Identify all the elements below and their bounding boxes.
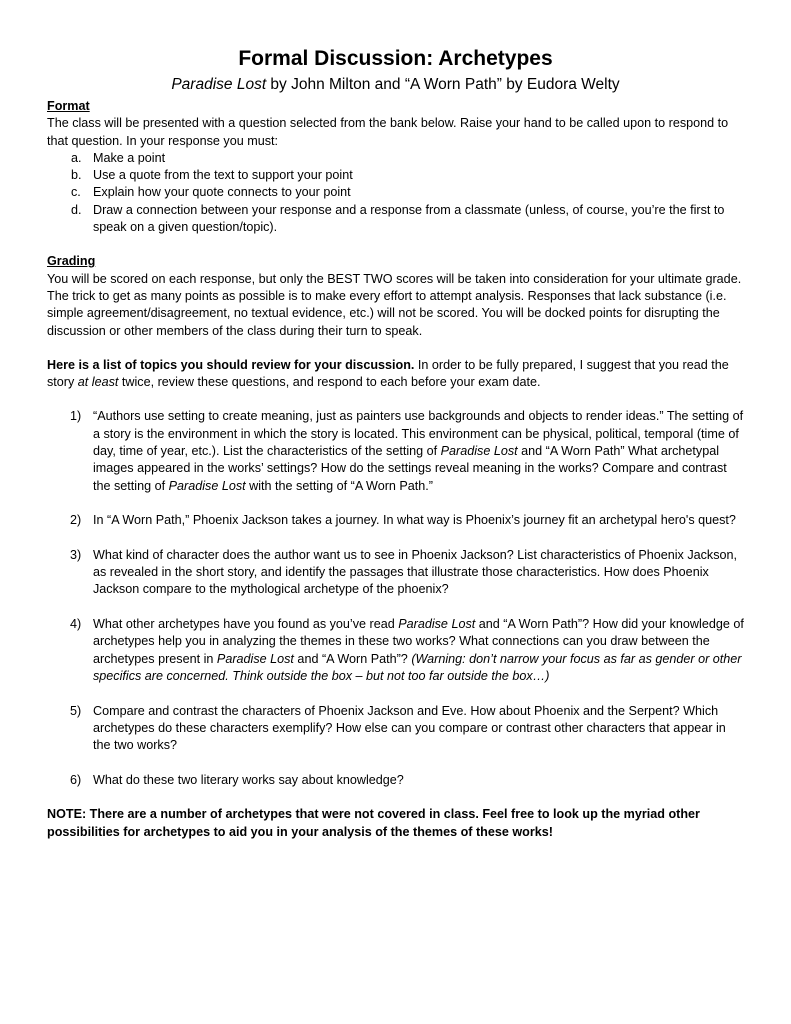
question-text: “Authors use setting to create meaning, just as painters use backgrounds and objects to render ideas.” The setting of a story is the environment in which the story is located. This environment can be physical, political, temporal (time of day, time of year, etc.). List the characteristics of the setting of bbox=[93, 409, 744, 459]
question-item bbox=[70, 616, 744, 685]
question-title-italic: Paradise Lost bbox=[398, 617, 476, 632]
format-item-marker: a. bbox=[71, 150, 82, 165]
format-list bbox=[47, 150, 744, 236]
topics-intro bbox=[47, 357, 744, 392]
question-marker: 4) bbox=[70, 617, 82, 632]
question-text: What do these two literary works say about knowledge? bbox=[93, 772, 404, 787]
question-text: In “A Worn Path,” Phoenix Jackson takes a journey. In what way is Phoenix’s journey fit an archetypal hero's quest? bbox=[93, 513, 736, 528]
closing-note: NOTE: There are a number of archetypes that were not covered in class. Feel free to look up the myriad other possibilities for archetypes to aid you in your analysis of the themes of these works! bbox=[47, 807, 700, 839]
question-item bbox=[70, 547, 744, 599]
grading-text: You will be scored on each response, but only the BEST TWO scores will be taken into consideration for your ultimate grade. The trick to get as many points as possible is to make every effort to attempt analysis. Responses that lack substance (i.e. simple agreement/disagreement, no textual evidence, etc.) will not be scored. You will be docked points for disrupting the discussion or other members of the class during their turn to speak. bbox=[47, 271, 742, 338]
format-item bbox=[71, 167, 744, 184]
subtitle-work1: Paradise Lost bbox=[171, 76, 267, 93]
question-item bbox=[70, 703, 744, 755]
format-item-text: Use a quote from the text to support your point bbox=[93, 168, 353, 183]
question-text: with the setting of “A Worn Path.” bbox=[245, 478, 434, 493]
format-item-marker: b. bbox=[71, 168, 82, 183]
format-item-marker: d. bbox=[71, 202, 82, 217]
question-marker: 2) bbox=[70, 513, 82, 528]
question-title-italic: Paradise Lost bbox=[216, 651, 294, 666]
format-item-text: Make a point bbox=[93, 150, 166, 165]
format-item-marker: c. bbox=[71, 185, 81, 200]
question-item bbox=[70, 512, 744, 529]
grading-heading: Grading bbox=[47, 254, 96, 269]
subtitle-rest: by John Milton and “A Worn Path” by Eudora Welty bbox=[266, 76, 620, 93]
format-intro: The class will be presented with a question selected from the bank below. Raise your hand to be called upon to respond to that question. In your response you must: bbox=[47, 116, 729, 148]
question-text: and “A Worn Path”? bbox=[293, 651, 412, 666]
question-text: What other archetypes have you found as you’ve read bbox=[93, 617, 399, 632]
question-text: What kind of character does the author want us to see in Phoenix Jackson? List characteristics of Phoenix Jackson, as revealed in the short story, and identify the passages that illustrate those characteristics. How does Phoenix Jackson compare to the mythological archetype of the phoenix? bbox=[93, 547, 738, 597]
question-list bbox=[47, 408, 744, 789]
format-section bbox=[47, 98, 744, 236]
question-warning: (Warning: don’t narrow your focus as far as gender or other specifics are concerned. Think outside the box – but not too far outside the box…) bbox=[93, 651, 742, 683]
format-item bbox=[71, 184, 744, 201]
format-item-text: Explain how your quote connects to your point bbox=[93, 185, 351, 200]
topics-intro-part2: twice, review these questions, and respond to each before your exam date. bbox=[118, 375, 541, 390]
format-item-text: Draw a connection between your response and a response from a classmate (unless, of course, you’re the first to speak on a given question/topic). bbox=[93, 202, 725, 235]
grading-section bbox=[47, 253, 744, 339]
question-marker: 3) bbox=[70, 547, 82, 562]
question-text: Compare and contrast the characters of Phoenix Jackson and Eve. How about Phoenix and the Serpent? Which archetypes do these characters exemplify? How else can you compare or contrast other characters that appear in the two works? bbox=[93, 703, 726, 753]
question-text: and “A Worn Path”? How did your knowledge of archetypes help you in analyzing the themes in these two works? What connections can you draw between the archetypes present in bbox=[93, 617, 744, 666]
page-subtitle bbox=[47, 74, 744, 96]
page-title: Formal Discussion: Archetypes bbox=[238, 47, 553, 70]
topics-intro-italic: at least bbox=[77, 375, 119, 390]
topics-intro-part1: In order to be fully prepared, I suggest that you read the story bbox=[47, 357, 729, 390]
question-text: and “A Worn Path” What archetypal images appeared in the works’ settings? How do the settings reveal meaning in the works? Compare and contrast the setting of bbox=[93, 444, 727, 493]
question-marker: 1) bbox=[70, 409, 82, 424]
topics-intro-bold: Here is a list of topics you should review for your discussion. bbox=[47, 357, 415, 372]
format-item bbox=[71, 150, 744, 167]
format-heading: Format bbox=[47, 99, 90, 113]
question-title-italic: Paradise Lost bbox=[440, 444, 518, 459]
question-marker: 6) bbox=[70, 772, 82, 787]
format-item bbox=[71, 202, 744, 237]
question-title-italic: Paradise Lost bbox=[168, 478, 246, 493]
question-item bbox=[70, 408, 744, 494]
question-marker: 5) bbox=[70, 703, 82, 718]
question-item bbox=[70, 772, 744, 789]
